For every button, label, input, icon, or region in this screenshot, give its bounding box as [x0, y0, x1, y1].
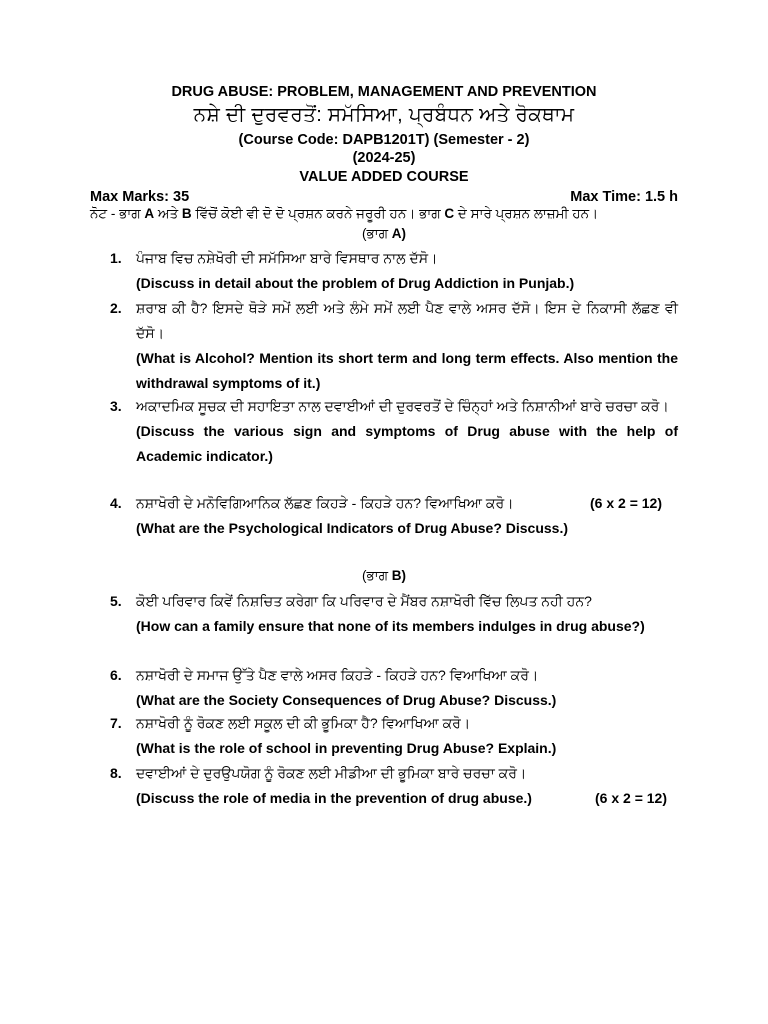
question-punjabi: ਨਸ਼ਾਖੋਰੀ ਨੂੰ ਰੋਕਣ ਲਈ ਸਕੂਲ ਦੀ ਕੀ ਭੂਮਿਕਾ ਹੈ? ਵਿਆਖਿਆ ਕਰੋ।	[136, 715, 471, 731]
part-b-heading	[0, 568, 768, 584]
course-type: VALUE ADDED COURSE	[299, 169, 469, 185]
note-part: ਦੇ ਸਾਰੇ ਪ੍ਰਸ਼ਨ ਲਾਜ਼ਮੀ ਹਨ।	[454, 206, 599, 221]
question-8	[110, 761, 678, 811]
max-marks: Max Marks: 35	[90, 189, 190, 205]
question-number: 6.	[110, 667, 122, 683]
question-english: (What are the Psychological Indicators of Drug Abuse? Discuss.)	[136, 520, 569, 536]
question-3	[110, 394, 678, 469]
max-time: Max Time: 1.5 h	[570, 189, 678, 205]
question-1	[110, 246, 678, 296]
question-punjabi: ਕੋਈ ਪਰਿਵਾਰ ਕਿਵੇਂ ਨਿਸ਼ਚਿਤ ਕਰੇਗਾ ਕਿ ਪਰਿਵਾਰ ਦੇ ਮੈਂਬਰ ਨਸ਼ਾਖੋਰੀ ਵਿੱਚ ਲਿਪਤ ਨਹੀ ਹਨ?	[136, 593, 592, 609]
note-part: ਨੋਟ - ਭਾਗ	[90, 206, 145, 221]
question-english: (Discuss the role of media in the prevention of drug abuse.)	[136, 790, 532, 806]
question-english: (What is Alcohol? Mention its short term and long term effects. Also mention the withdrawal symptoms of it.)	[136, 350, 678, 391]
part-letter: B)	[391, 568, 407, 583]
note-part: B	[181, 206, 192, 221]
question-number: 2.	[110, 300, 122, 316]
question-number: 5.	[110, 593, 122, 609]
note-part: ਅਤੇ	[154, 206, 182, 221]
question-4	[110, 491, 678, 541]
question-punjabi: ਨਸ਼ਾਖੋਰੀ ਦੇ ਮਨੋਵਿਗਿਆਨਿਕ ਲੱਛਣ ਕਿਹੜੇ - ਕਿਹੜੇ ਹਨ? ਵਿਆਖਿਆ ਕਰੋ।	[136, 495, 514, 511]
question-english: (What is the role of school in preventing Drug Abuse? Explain.)	[136, 740, 557, 756]
instructions-note	[90, 206, 598, 222]
marks-allocation: (6 x 2 = 12)	[595, 790, 667, 806]
question-english: (Discuss in detail about the problem of Drug Addiction in Punjab.)	[136, 275, 575, 291]
academic-year: (2024-25)	[352, 150, 416, 166]
note-part: C	[444, 206, 455, 221]
question-punjabi: ਦਵਾਈਆਂ ਦੇ ਦੁਰਉਪਯੋਗ ਨੂੰ ਰੋਕਣ ਲਈ ਮੀਡੀਆ ਦੀ ਭੂਮਿਕਾ ਬਾਰੇ ਚਰਚਾ ਕਰੋ।	[136, 765, 527, 781]
question-punjabi: ਅਕਾਦਮਿਕ ਸੂਚਕ ਦੀ ਸਹਾਇਤਾ ਨਾਲ ਦਵਾਈਆਂ ਦੀ ਦੁਰਵਰਤੋਂ ਦੇ ਚਿੰਨ੍ਹਾਂ ਅਤੇ ਨਿਸ਼ਾਨੀਆਂ ਬਾਰੇ ਚਰਚਾ ਕਰੋ।	[136, 398, 669, 414]
question-punjabi: ਨਸ਼ਾਖੋਰੀ ਦੇ ਸਮਾਜ ਉੱਤੇ ਪੈਣ ਵਾਲੇ ਅਸਰ ਕਿਹੜੇ - ਕਿਹੜੇ ਹਨ? ਵਿਆਖਿਆ ਕਰੋ।	[136, 667, 539, 683]
title-punjabi: ਨਸ਼ੇ ਦੀ ਦੁਰਵਰਤੋਂ: ਸਮੱਸਿਆ, ਪ੍ਰਬੰਧਨ ਅਤੇ ਰੋਕਥਾਮ	[193, 104, 575, 126]
question-number: 8.	[110, 765, 122, 781]
question-7	[110, 711, 678, 761]
question-number: 1.	[110, 250, 122, 266]
question-number: 7.	[110, 715, 122, 731]
title-english: DRUG ABUSE: PROBLEM, MANAGEMENT AND PREVENTION	[171, 84, 597, 100]
question-english: (What are the Society Consequences of Drug Abuse? Discuss.)	[136, 692, 557, 708]
course-code: (Course Code: DAPB1201T) (Semester - 2)	[238, 132, 530, 148]
question-punjabi: ਪੰਜਾਬ ਵਿਚ ਨਸ਼ੇਖੋਰੀ ਦੀ ਸਮੱਸਿਆ ਬਾਰੇ ਵਿਸਥਾਰ ਨਾਲ ਦੱਸੋ।	[136, 250, 438, 266]
question-2	[110, 296, 678, 396]
part-label: (ਭਾਗ	[361, 226, 392, 241]
question-punjabi: ਸ਼ਰਾਬ ਕੀ ਹੈ? ਇਸਦੇ ਥੋੜੇ ਸਮੇਂ ਲਈ ਅਤੇ ਲੰਮੇ ਸਮੇਂ ਲਈ ਪੈਣ ਵਾਲੇ ਅਸਰ ਦੱਸੋ। ਇਸ ਦੇ ਨਿਕਾਸੀ ਲੱਛਣ ਵੀ ਦੱਸੋ।	[136, 300, 678, 341]
question-english: (Discuss the various sign and symptoms of Drug abuse with the help of Academic indicator.)	[136, 423, 678, 464]
question-5	[110, 589, 678, 639]
question-6	[110, 663, 678, 713]
part-a-heading	[0, 226, 768, 242]
question-number: 4.	[110, 495, 122, 511]
note-part: ਵਿੱਚੋਂ ਕੋਈ ਵੀ ਦੋ ਦੋ ਪ੍ਰਸ਼ਨ ਕਰਨੇ ਜਰੂਰੀ ਹਨ। ਭਾਗ	[191, 206, 445, 221]
marks-allocation: (6 x 2 = 12)	[590, 495, 662, 511]
question-number: 3.	[110, 398, 122, 414]
part-letter: A)	[391, 226, 407, 241]
part-label: (ਭਾਗ	[361, 568, 392, 583]
question-english: (How can a family ensure that none of its members indulges in drug abuse?)	[136, 618, 645, 634]
note-part: A	[144, 206, 155, 221]
